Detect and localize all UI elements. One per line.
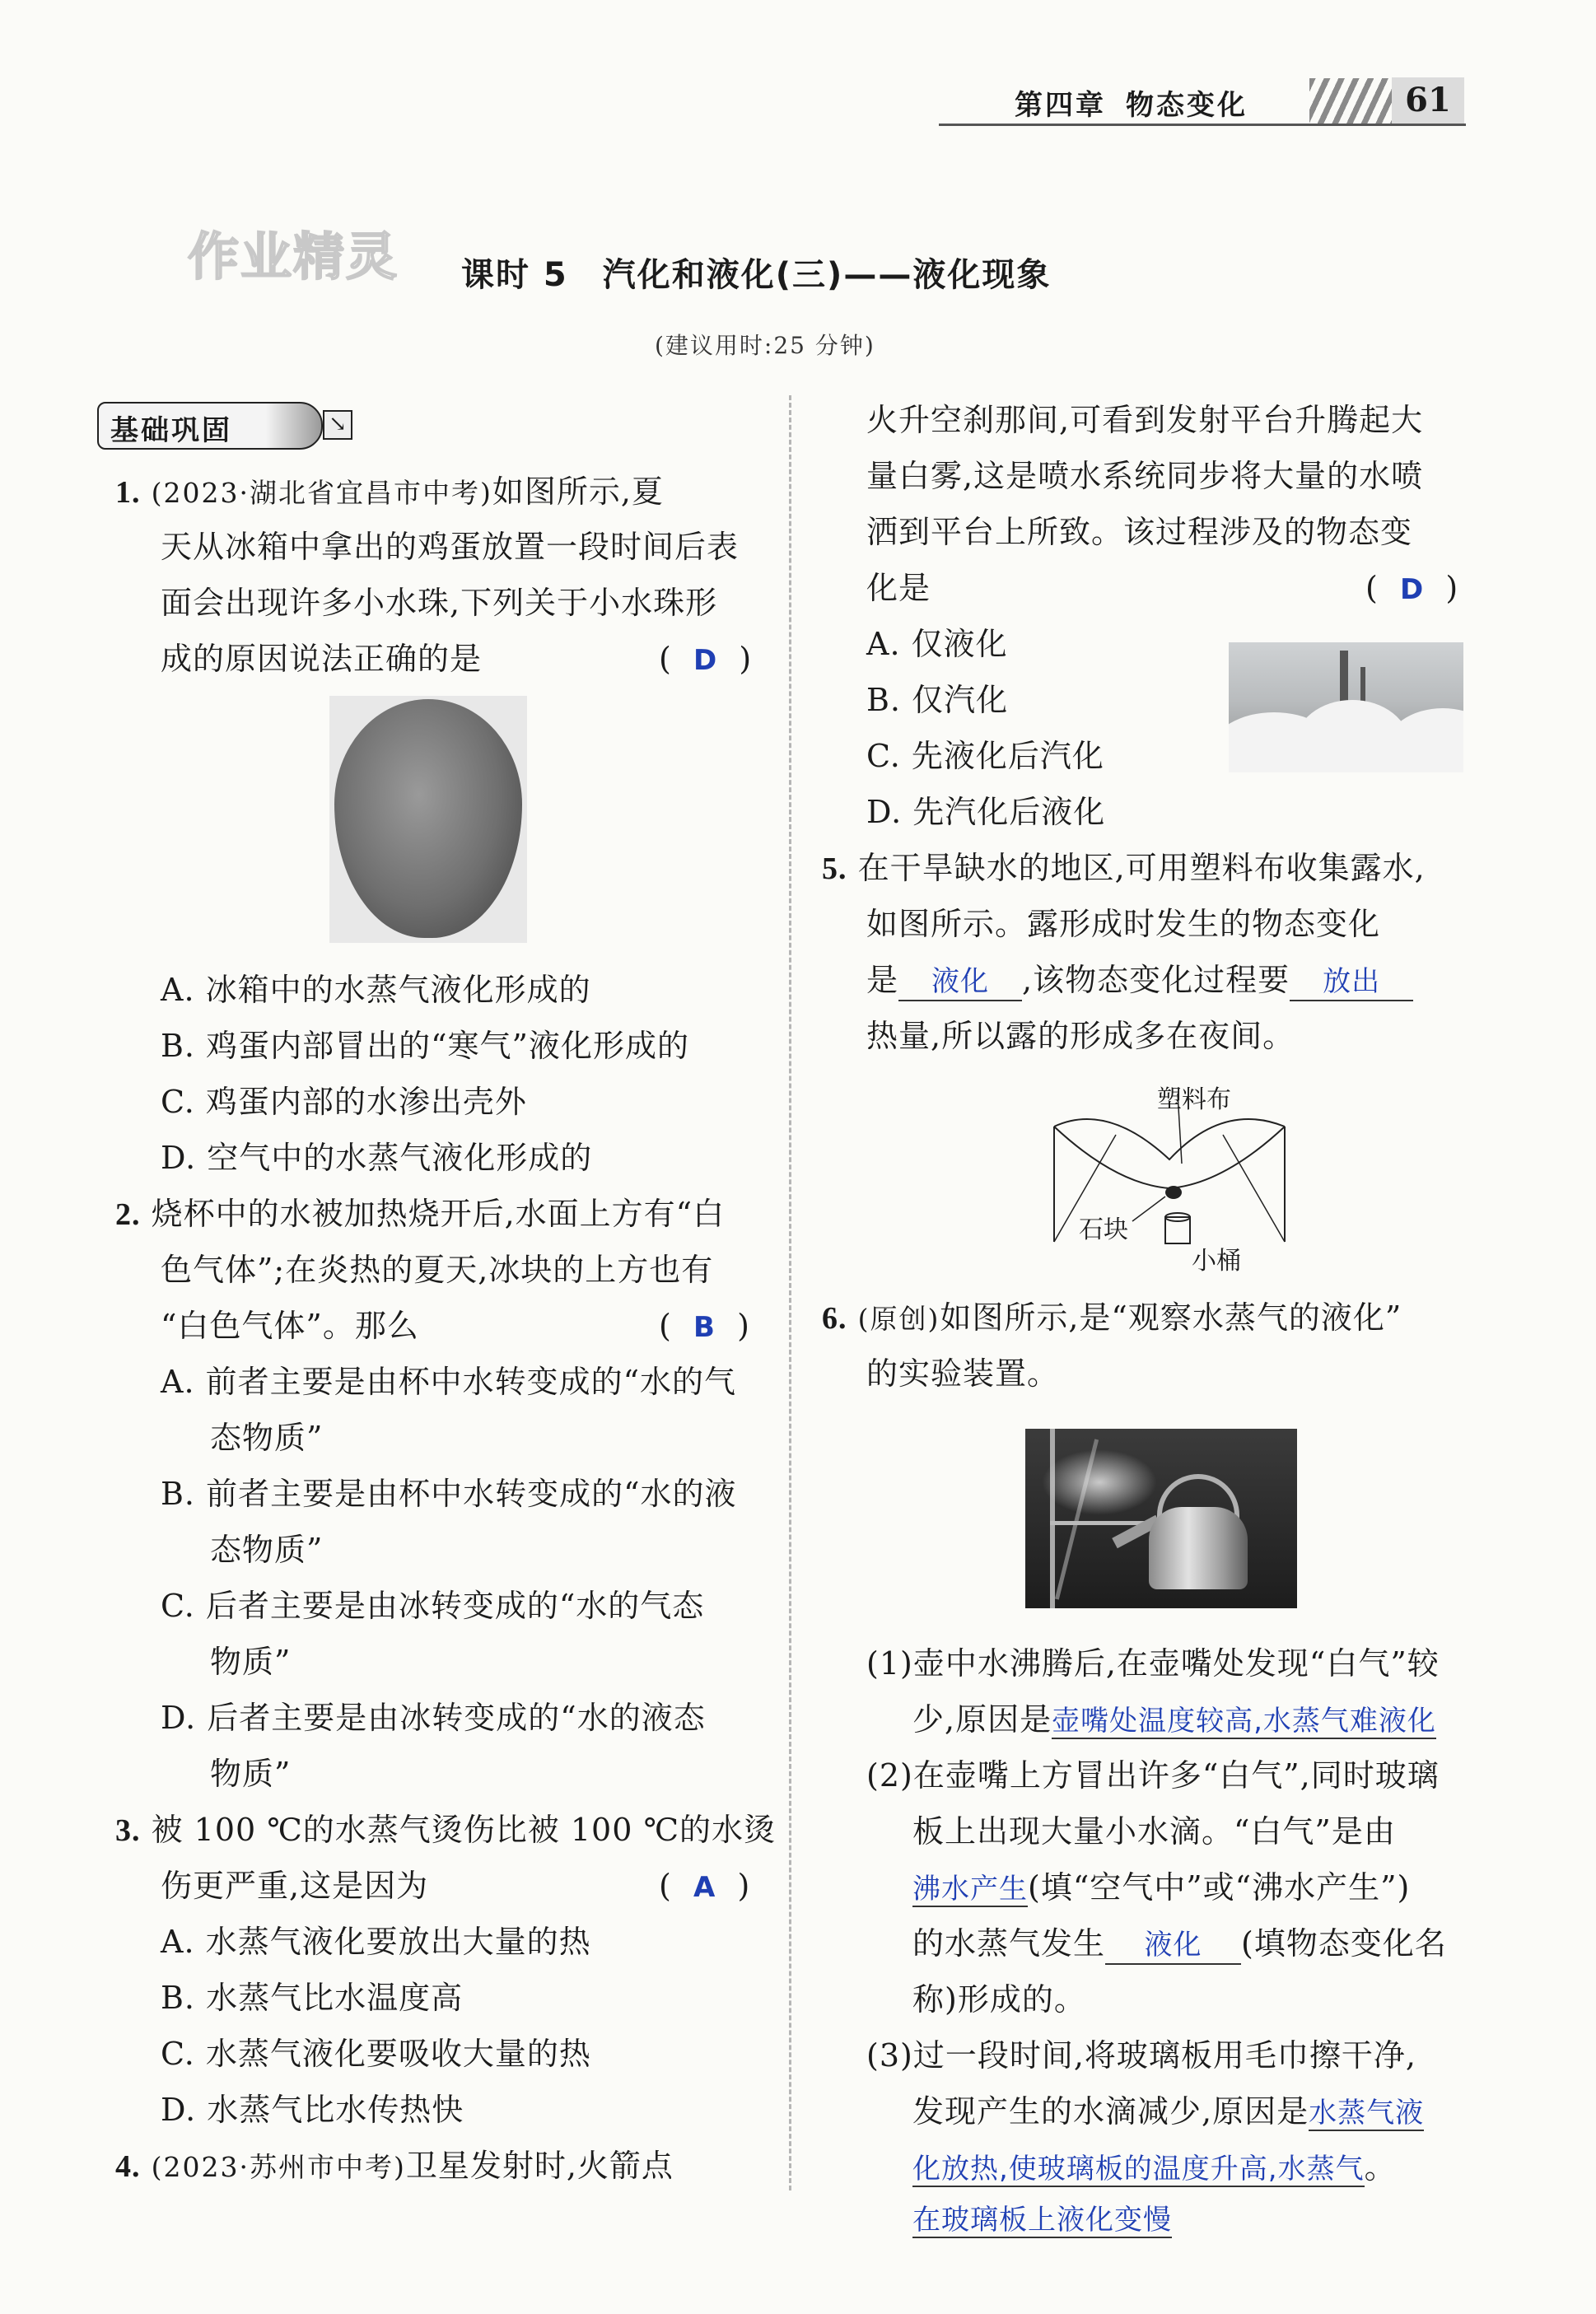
q3-line2: 伤更严重,这是因为 — [161, 1868, 429, 1904]
q3-option-c: C. 水蒸气液化要吸收大量的热 — [161, 2036, 591, 2072]
q6-p3-line3: 化放热,使玻璃板的温度升高,水蒸气。 — [912, 2149, 1397, 2186]
q6-p1-line1: (1)壶中水沸腾后,在壶嘴处发现“白气”较 — [866, 1645, 1440, 1682]
q1-line4: 成的原因说法正确的是 — [161, 641, 483, 677]
q1-option-d: D. 空气中的水蒸气液化形成的 — [161, 1140, 593, 1176]
q6-p2-line1: (2)在壶嘴上方冒出许多“白气”,同时玻璃 — [866, 1757, 1440, 1794]
q5-line3: 是 液化 ,该物态变化过程要 放出 — [866, 962, 1413, 1001]
q3-line1: 3. 被 100 ℃的水蒸气烫伤比被 100 ℃的水烫 — [115, 1812, 776, 1848]
q6-p3-line1: (3)过一段时间,将玻璃板用毛巾擦干净, — [866, 2037, 1416, 2074]
page-title: 课时 5 汽化和液化(三)——液化现象 — [461, 256, 1052, 294]
q1-line3: 面会出现许多小水珠,下列关于小水珠形 — [161, 585, 718, 621]
q6-p3-answer2: 化放热,使玻璃板的温度升高,水蒸气 — [912, 2153, 1365, 2186]
q6-p3-answer1: 水蒸气液 — [1309, 2097, 1425, 2130]
q4-line2: 火升空刹那间,可看到发射平台升腾起大 — [866, 402, 1424, 438]
q3-option-d: D. 水蒸气比水传热快 — [161, 2092, 464, 2128]
q2-option-b2: 态物质” — [210, 1532, 324, 1568]
header-stripes — [1309, 78, 1392, 126]
q2-option-d2: 物质” — [210, 1756, 292, 1792]
q6-p2-answer2: 液化 — [1105, 1927, 1241, 1965]
label-cloth: 塑料布 — [1157, 1085, 1231, 1114]
arrow-icon: ↘ — [323, 410, 352, 440]
q4-line3: 量白雾,这是喷水系统同步将大量的水喷 — [866, 458, 1424, 494]
q4-option-b: B. 仅汽化 — [866, 682, 1009, 718]
watermark-logo: 作业精灵 — [188, 226, 399, 287]
q4-option-a: A. 仅液化 — [866, 626, 1008, 662]
q4-line5: 化是 — [866, 570, 931, 606]
q5-blank1: 液化 — [898, 963, 1022, 1001]
header-rule — [939, 124, 1466, 126]
q6-p2-line3: 沸水产生(填“空气中”或“沸水产生”) — [912, 1869, 1411, 1906]
q4-option-c: C. 先液化后汽化 — [866, 738, 1104, 774]
q6-line2: 的实验装置。 — [866, 1355, 1060, 1392]
q4-line4: 洒到平台上所致。该过程涉及的物态变 — [866, 514, 1413, 550]
q2-option-a2: 态物质” — [210, 1420, 324, 1456]
section-tag: 基础巩固 — [97, 402, 323, 450]
q2-line3: “白色气体”。那么 — [161, 1308, 419, 1344]
q2-answer: ( B ) — [659, 1308, 750, 1344]
q1-answer: ( D ) — [659, 641, 753, 677]
q1-line1: 1. (2023·湖北省宜昌市中考)如图所示,夏 — [115, 474, 664, 510]
dew-collection-diagram — [1050, 1085, 1289, 1283]
kettle-experiment-photo — [1025, 1429, 1297, 1608]
page-number: 61 — [1405, 81, 1451, 119]
q2-option-c2: 物质” — [210, 1644, 292, 1680]
q6-p3-answer3: 在玻璃板上液化变慢 — [912, 2204, 1172, 2237]
column-divider — [789, 395, 791, 2190]
q2-line2: 色气体”;在炎热的夏天,冰块的上方也有 — [161, 1252, 714, 1288]
q2-option-a1: A. 前者主要是由杯中水转变成的“水的气 — [161, 1364, 737, 1400]
q1-option-a: A. 冰箱中的水蒸气液化形成的 — [161, 972, 591, 1008]
q1-line2: 天从冰箱中拿出的鸡蛋放置一段时间后表 — [161, 529, 740, 565]
egg-photo — [329, 696, 527, 943]
q6-p2-line5: 称)形成的。 — [912, 1981, 1086, 2018]
q6-p1-line2: 少,原因是壶嘴处温度较高,水蒸气难液化 — [912, 1701, 1436, 1738]
q6-p1-answer: 壶嘴处温度较高,水蒸气难液化 — [1052, 1705, 1436, 1738]
q5-line4: 热量,所以露的形成多在夜间。 — [866, 1018, 1295, 1054]
q5-line1: 5. 在干旱缺水的地区,可用塑料布收集露水, — [822, 850, 1426, 886]
q6-p2-line2: 板上出现大量小水滴。“白气”是由 — [912, 1813, 1396, 1850]
page-subtitle: (建议用时:25 分钟) — [655, 332, 875, 359]
q3-answer: ( A ) — [659, 1868, 751, 1904]
q5-line2: 如图所示。露形成时发生的物态变化 — [866, 906, 1381, 942]
q1-option-c: C. 鸡蛋内部的水渗出壳外 — [161, 1084, 527, 1120]
q1-option-b: B. 鸡蛋内部冒出的“寒气”液化形成的 — [161, 1028, 689, 1064]
q2-option-c1: C. 后者主要是由冰转变成的“水的气态 — [161, 1588, 705, 1624]
q4-answer: ( D ) — [1365, 570, 1459, 606]
label-stone: 石块 — [1079, 1215, 1128, 1244]
q6-line1: 6. (原创)如图所示,是“观察水蒸气的液化” — [822, 1299, 1402, 1336]
q4-option-d: D. 先汽化后液化 — [866, 794, 1106, 830]
chapter-label: 第四章 物态变化 — [1015, 89, 1248, 122]
q2-option-d1: D. 后者主要是由冰转变成的“水的液态 — [161, 1700, 706, 1736]
q6-p3-line4 — [912, 2200, 1172, 2238]
q2-option-b1: B. 前者主要是由杯中水转变成的“水的液 — [161, 1476, 737, 1512]
label-bucket: 小桶 — [1192, 1247, 1241, 1276]
q6-p2-answer1: 沸水产生 — [912, 1873, 1028, 1906]
q3-option-a: A. 水蒸气液化要放出大量的热 — [161, 1924, 591, 1960]
q6-p2-line4: 的水蒸气发生 液化 (填物态变化名 — [912, 1925, 1447, 1965]
q6-p3-line2: 发现产生的水滴减少,原因是水蒸气液 — [912, 2093, 1425, 2130]
rocket-launch-photo — [1229, 642, 1463, 772]
q5-blank2: 放出 — [1290, 963, 1413, 1001]
q2-line1: 2. 烧杯中的水被加热烧开后,水面上方有“白 — [115, 1196, 726, 1232]
q3-option-b: B. 水蒸气比水温度高 — [161, 1980, 464, 2016]
q4-line1: 4. (2023·苏州市中考)卫星发射时,火箭点 — [115, 2148, 674, 2184]
